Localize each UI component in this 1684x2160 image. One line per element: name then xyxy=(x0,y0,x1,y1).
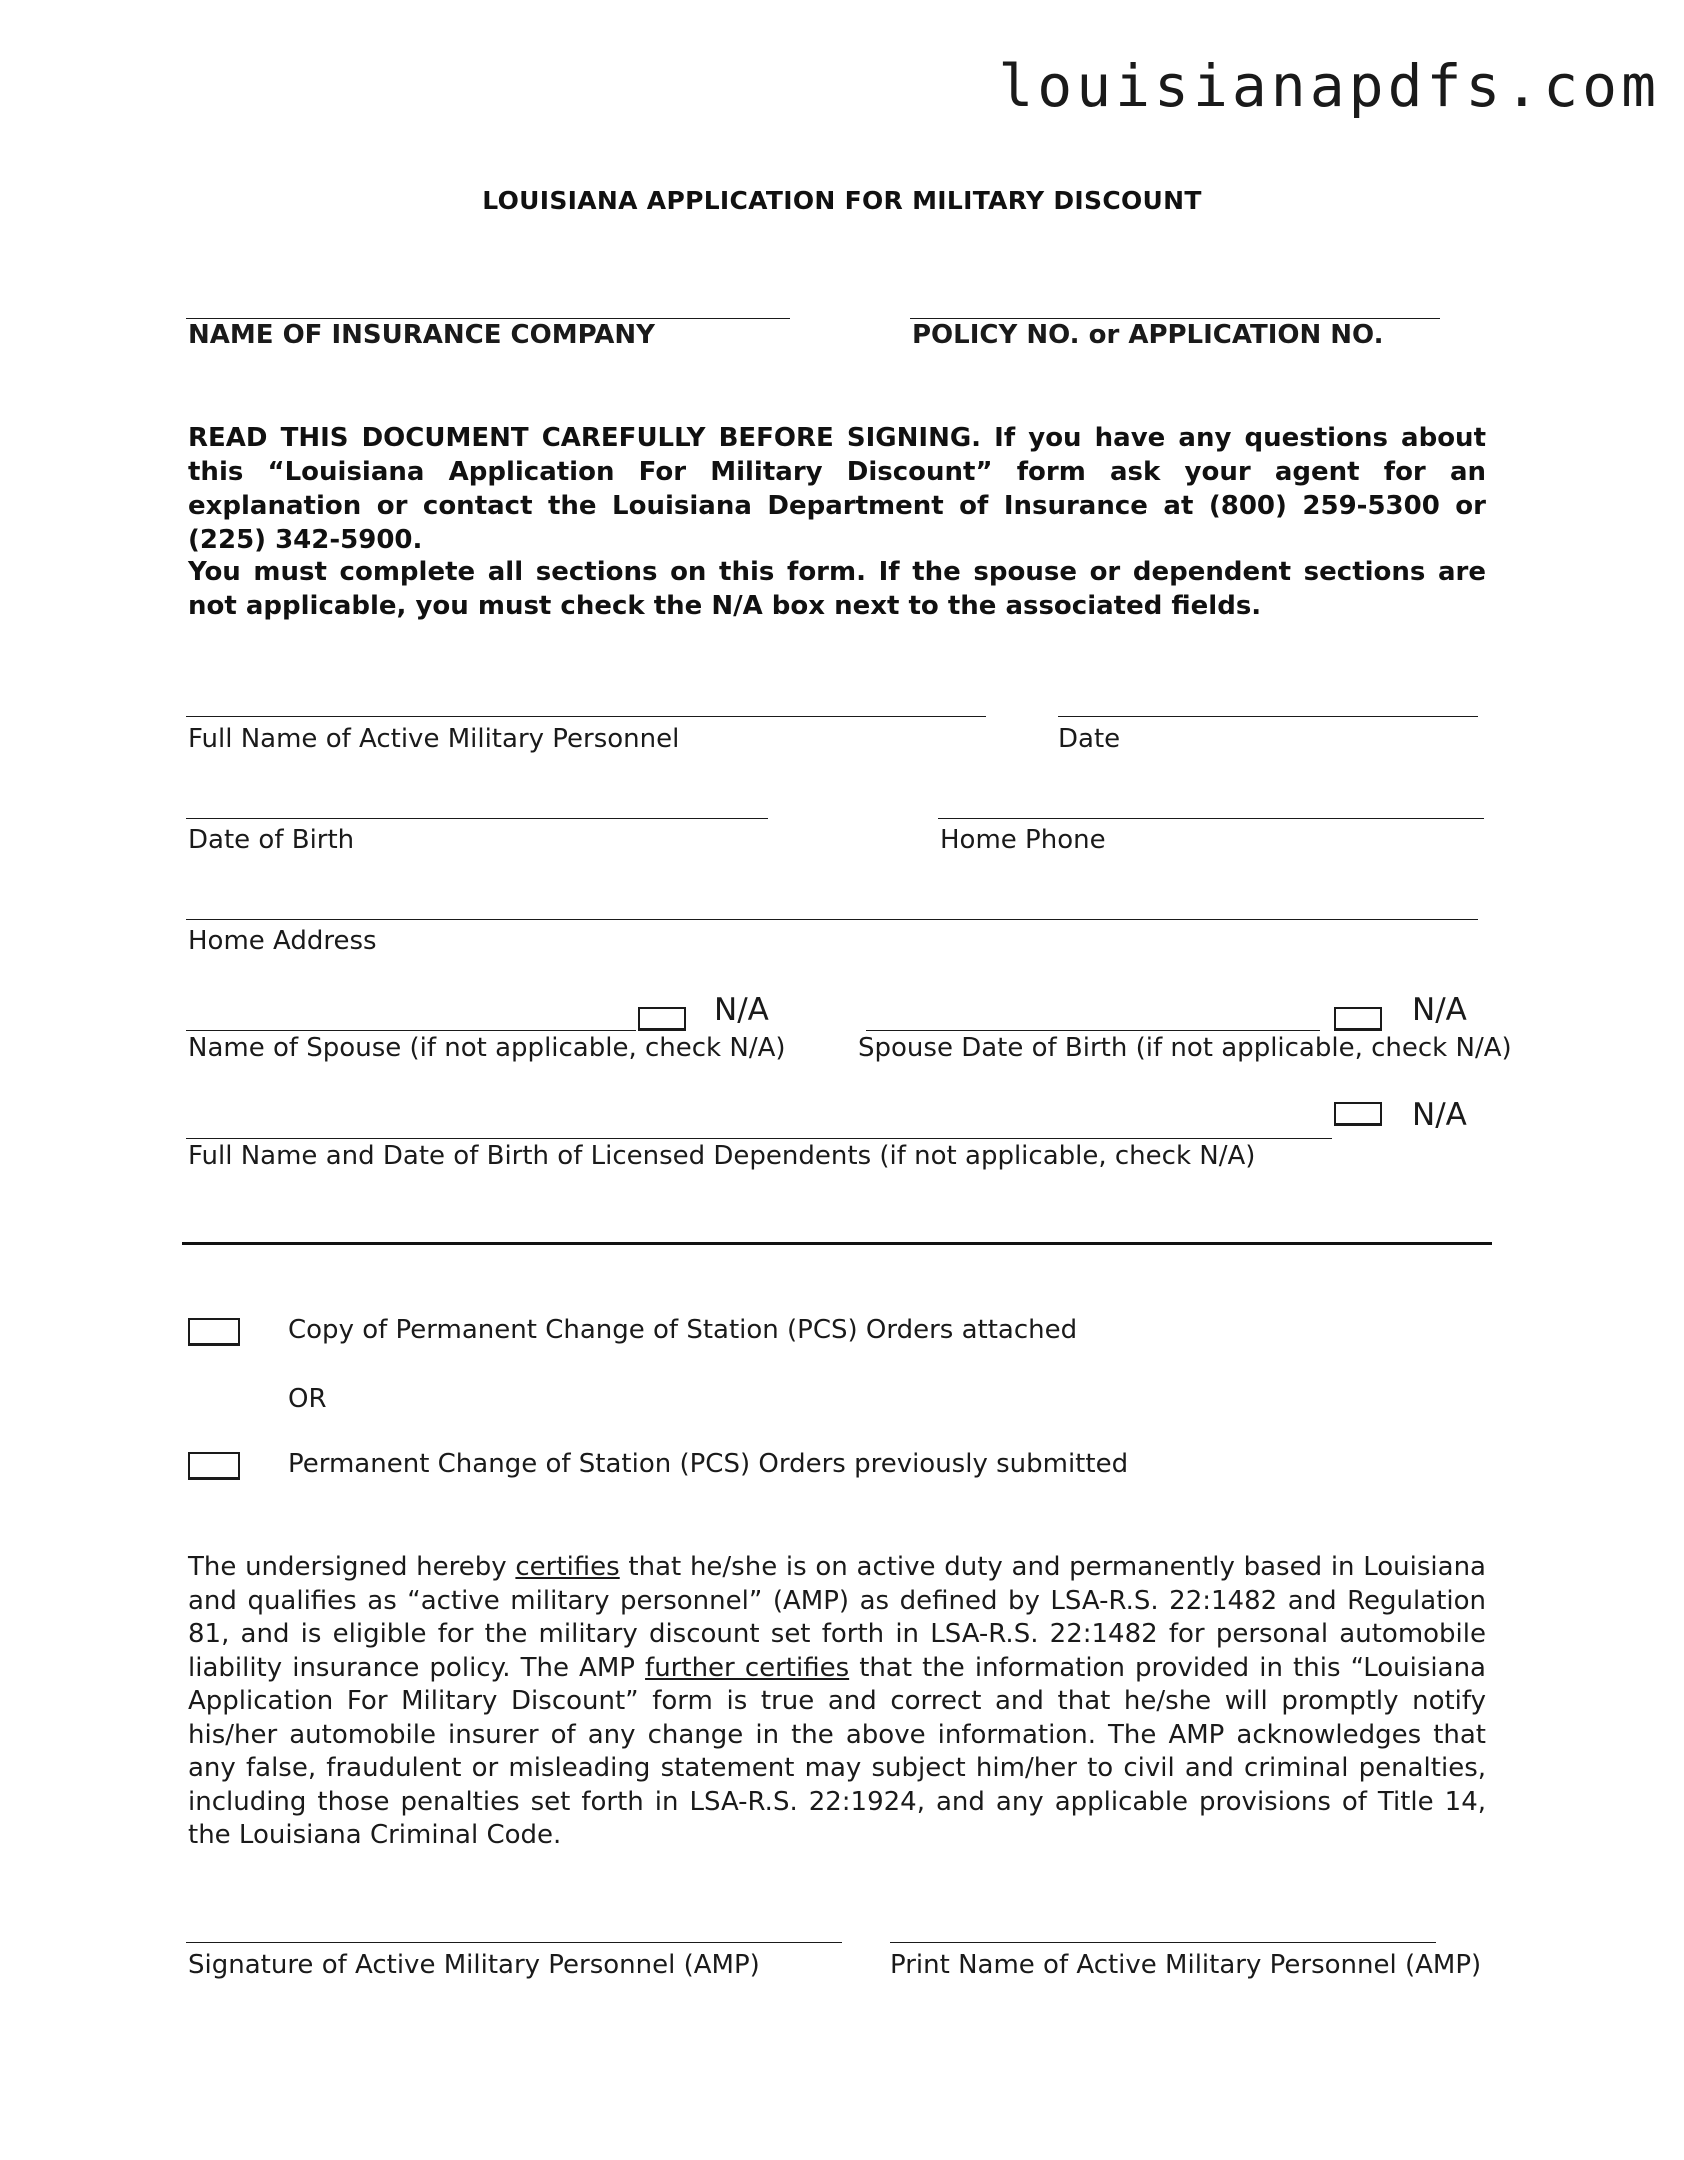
policy-number-field[interactable] xyxy=(910,288,1440,318)
spouse-dob-na-checkbox[interactable] xyxy=(1334,1007,1382,1031)
full-name-line xyxy=(186,716,986,717)
home-phone-field[interactable] xyxy=(938,788,1484,818)
dependents-field[interactable] xyxy=(186,1108,1332,1138)
full-name-label: Full Name of Active Military Personnel xyxy=(188,724,680,754)
spouse-dob-field[interactable] xyxy=(866,1000,1320,1030)
dependents-line xyxy=(186,1138,1332,1139)
signature-label: Signature of Active Military Personnel (AMP) xyxy=(188,1950,760,1980)
page-title: LOUISIANA APPLICATION FOR MILITARY DISCOUNT xyxy=(482,186,1202,215)
section-divider xyxy=(182,1242,1492,1245)
certification-text-2: that he/she is on active duty and permanently based in Louisiana and qualifies as “active military personnel” (AMP) as defined by LSA-R.S. 22:1482 and Regulation 81, and is eligible for the military discount set forth in LSA-R.S. 22:1482 for personal automobile liability insurance policy. The AMP xyxy=(188,1552,1486,1683)
spouse-name-line xyxy=(186,1030,636,1031)
dob-label: Date of Birth xyxy=(188,825,355,855)
print-name-field[interactable] xyxy=(890,1912,1436,1942)
policy-number-line xyxy=(910,318,1440,319)
pcs-or-label: OR xyxy=(288,1384,327,1414)
home-phone-label: Home Phone xyxy=(940,825,1106,855)
company-name-label: NAME OF INSURANCE COMPANY xyxy=(188,320,655,350)
pcs-attached-label: Copy of Permanent Change of Station (PCS) Orders attached xyxy=(288,1315,1078,1345)
instructions-paragraph: READ THIS DOCUMENT CAREFULLY BEFORE SIGNING. If you have any questions about this “Louisiana Application For Military Discount” form ask your agent for an explanation or contact the Louisiana Department of Insurance at (800) 259-5300 or (225) 342-5900. xyxy=(188,423,1486,555)
spouse-dob-line xyxy=(866,1030,1320,1031)
date-field[interactable] xyxy=(1058,686,1478,716)
signature-line xyxy=(186,1942,842,1943)
home-phone-line xyxy=(938,818,1484,819)
full-name-field[interactable] xyxy=(186,686,986,716)
dependents-na-checkbox[interactable] xyxy=(1334,1102,1382,1126)
spouse-name-field[interactable] xyxy=(186,1000,636,1030)
certifies-underlined: certifies xyxy=(515,1552,620,1582)
spouse-dob-label: Spouse Date of Birth (if not applicable, check N/A) xyxy=(858,1033,1512,1063)
home-address-line xyxy=(186,919,1478,920)
dependents-na-label: N/A xyxy=(1412,1097,1467,1133)
print-name-line xyxy=(890,1942,1436,1943)
spouse-name-na-label: N/A xyxy=(714,992,769,1028)
date-label: Date xyxy=(1058,724,1121,754)
signature-field[interactable] xyxy=(186,1912,842,1942)
certification-text-3: that the information provided in this “Louisiana Application For Military Discount” form is true and correct and that he/she will promptly notify his/her automobile insurer of any change in the above information. The AMP acknowledges that any false, fraudulent or misleading statement may subject him/her to civil and criminal penalties, including those penalties set forth in LSA-R.S. 22:1924, and any applicable provisions of Title 14, the Louisiana Criminal Code. xyxy=(188,1652,1486,1850)
spouse-dob-na-label: N/A xyxy=(1412,992,1467,1028)
policy-number-label: POLICY NO. or APPLICATION NO. xyxy=(912,320,1384,350)
pcs-submitted-label: Permanent Change of Station (PCS) Orders previously submitted xyxy=(288,1449,1129,1479)
date-line xyxy=(1058,716,1478,717)
dob-line xyxy=(186,818,768,819)
completion-paragraph: You must complete all sections on this form. If the spouse or dependent sections are not applicable, you must check the N/A box next to the associated fields. xyxy=(188,557,1486,621)
further-certifies-underlined: further certifies xyxy=(645,1652,850,1683)
company-name-line xyxy=(186,318,790,319)
certification-text-1: The undersigned hereby xyxy=(188,1552,516,1582)
print-name-label: Print Name of Active Military Personnel (AMP) xyxy=(890,1950,1482,1980)
dob-field[interactable] xyxy=(186,788,768,818)
spouse-name-na-checkbox[interactable] xyxy=(638,1007,686,1031)
home-address-label: Home Address xyxy=(188,926,377,956)
pcs-attached-checkbox[interactable] xyxy=(188,1318,240,1346)
home-address-field[interactable] xyxy=(186,889,1478,919)
spouse-name-label: Name of Spouse (if not applicable, check N/A) xyxy=(188,1033,786,1063)
dependents-label: Full Name and Date of Birth of Licensed Dependents (if not applicable, check N/A) xyxy=(188,1141,1256,1171)
certification-paragraph xyxy=(188,1551,1486,1853)
site-watermark: louisianapdfs.com xyxy=(998,52,1660,120)
pcs-submitted-checkbox[interactable] xyxy=(188,1452,240,1480)
company-name-field[interactable] xyxy=(186,288,790,318)
